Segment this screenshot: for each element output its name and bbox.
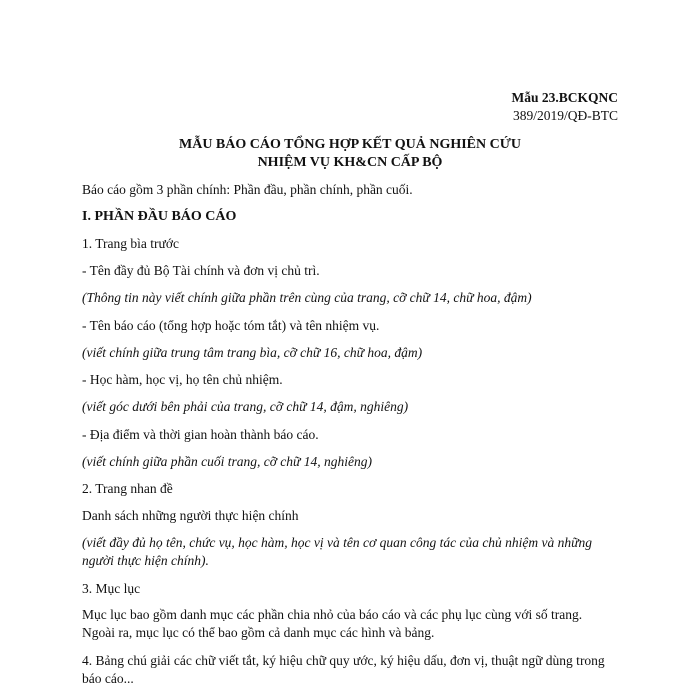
document-title-line-1: MẪU BÁO CÁO TỔNG HỢP KẾT QUẢ NGHIÊN CỨU (179, 137, 521, 152)
title-page-heading: 2. Trang nhan đề (82, 481, 173, 496)
glossary-text: 4. Bảng chú giải các chữ viết tắt, ký hiệu chữ quy ước, ký hiệu dấu, đơn vị, thuật ngữ dùng trong báo cáo... (82, 653, 605, 686)
title-page-text: Danh sách những người thực hiện chính (82, 508, 299, 523)
cover-item-text: - Tên báo cáo (tổng hợp hoặc tóm tắt) và tên nhiệm vụ. (82, 318, 380, 333)
document-title-line-2: NHIỆM VỤ KH&CN CẤP BỘ (257, 155, 443, 170)
cover-item-text: - Địa điểm và thời gian hoàn thành báo cáo. (82, 427, 319, 442)
form-code: Mẫu 23.BCKQNC (511, 90, 618, 105)
toc-text: Mục lục bao gồm danh mục các phần chia nhỏ của báo cáo và các phụ lục cùng với số trang. Ngoài ra, mục lục có thể bao gồm cả danh mục các hình và bảng. (82, 607, 583, 640)
toc-heading: 3. Mục lục (82, 581, 141, 596)
decision-number: 389/2019/QĐ-BTC (512, 108, 618, 123)
section-heading: I. PHẦN ĐẦU BÁO CÁO (82, 209, 237, 224)
cover-item-note: (Thông tin này viết chính giữa phần trên cùng của trang, cỡ chữ 14, chữ hoa, đậm) (82, 290, 532, 305)
cover-page-heading: 1. Trang bìa trước (82, 236, 179, 251)
cover-item-note: (viết chính giữa trung tâm trang bìa, cỡ chữ 16, chữ hoa, đậm) (82, 345, 423, 360)
cover-item-text: - Học hàm, học vị, họ tên chủ nhiệm. (82, 372, 283, 387)
cover-item-note: (viết góc dưới bên phải của trang, cỡ chữ 14, đậm, nghiêng) (82, 399, 409, 414)
intro-text: Báo cáo gồm 3 phần chính: Phần đầu, phần chính, phần cuối. (82, 182, 413, 197)
cover-item-text: - Tên đầy đủ Bộ Tài chính và đơn vị chủ trì. (82, 263, 320, 278)
cover-item-note: (viết chính giữa phần cuối trang, cỡ chữ 14, nghiêng) (82, 454, 372, 469)
title-page-note: (viết đầy đủ họ tên, chức vụ, học hàm, học vị và tên cơ quan công tác của chủ nhiệm và những người thực hiện chính). (82, 535, 593, 568)
